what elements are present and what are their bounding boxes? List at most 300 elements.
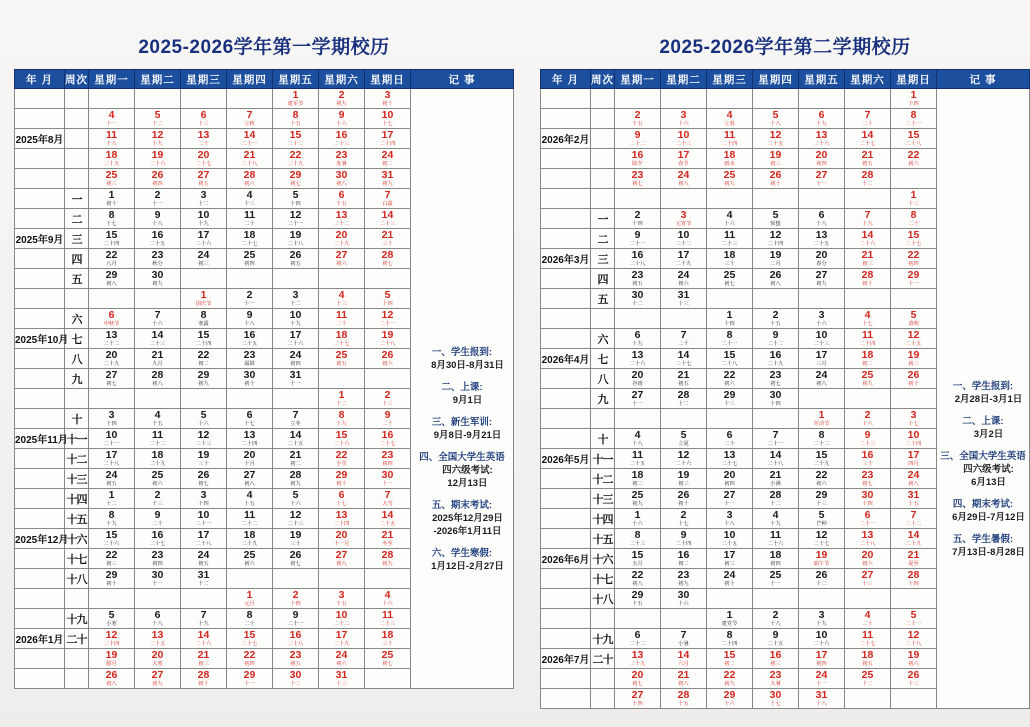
day-cell[interactable] xyxy=(89,149,135,169)
day-cell[interactable] xyxy=(273,329,319,349)
day-cell[interactable] xyxy=(135,549,181,569)
day-cell[interactable] xyxy=(707,629,753,649)
day-cell[interactable] xyxy=(273,489,319,509)
day-cell[interactable] xyxy=(319,389,365,409)
day-cell[interactable] xyxy=(135,329,181,349)
day-cell[interactable] xyxy=(89,649,135,669)
day-cell[interactable] xyxy=(273,469,319,489)
day-cell[interactable] xyxy=(273,289,319,309)
day-cell[interactable] xyxy=(707,329,753,349)
day-cell[interactable] xyxy=(753,569,799,589)
day-cell[interactable] xyxy=(799,529,845,549)
day-cell[interactable] xyxy=(845,369,891,389)
day-cell[interactable] xyxy=(661,469,707,489)
day-cell[interactable] xyxy=(707,209,753,229)
day-cell[interactable] xyxy=(891,249,937,269)
day-cell[interactable] xyxy=(753,129,799,149)
day-cell[interactable] xyxy=(845,669,891,689)
day-cell[interactable] xyxy=(181,649,227,669)
day-cell[interactable] xyxy=(615,429,661,449)
day-cell[interactable] xyxy=(661,649,707,669)
day-cell[interactable] xyxy=(319,329,365,349)
day-cell[interactable] xyxy=(319,129,365,149)
day-cell[interactable] xyxy=(319,549,365,569)
day-cell[interactable] xyxy=(845,269,891,289)
day-cell[interactable] xyxy=(615,589,661,609)
day-cell[interactable] xyxy=(273,669,319,689)
day-cell[interactable] xyxy=(799,209,845,229)
day-cell[interactable] xyxy=(181,669,227,689)
day-cell[interactable] xyxy=(319,149,365,169)
day-cell[interactable] xyxy=(661,509,707,529)
day-cell[interactable] xyxy=(799,269,845,289)
day-cell[interactable] xyxy=(799,329,845,349)
day-cell[interactable] xyxy=(707,129,753,149)
day-cell[interactable] xyxy=(319,649,365,669)
day-cell[interactable] xyxy=(89,409,135,429)
day-cell[interactable] xyxy=(365,189,411,209)
day-cell[interactable] xyxy=(891,229,937,249)
day-cell[interactable] xyxy=(135,149,181,169)
day-cell[interactable] xyxy=(181,369,227,389)
day-cell[interactable] xyxy=(135,129,181,149)
day-cell[interactable] xyxy=(135,249,181,269)
day-cell[interactable] xyxy=(891,649,937,669)
day-cell[interactable] xyxy=(845,229,891,249)
day-cell[interactable] xyxy=(227,309,273,329)
day-cell[interactable] xyxy=(135,449,181,469)
day-cell[interactable] xyxy=(799,229,845,249)
day-cell[interactable] xyxy=(891,349,937,369)
day-cell[interactable] xyxy=(89,129,135,149)
day-cell[interactable] xyxy=(227,329,273,349)
day-cell[interactable] xyxy=(227,129,273,149)
day-cell[interactable] xyxy=(661,689,707,709)
day-cell[interactable] xyxy=(753,549,799,569)
day-cell[interactable] xyxy=(661,269,707,289)
day-cell[interactable] xyxy=(753,529,799,549)
day-cell[interactable] xyxy=(135,169,181,189)
day-cell[interactable] xyxy=(707,229,753,249)
day-cell[interactable] xyxy=(615,109,661,129)
day-cell[interactable] xyxy=(615,669,661,689)
day-cell[interactable] xyxy=(319,509,365,529)
day-cell[interactable] xyxy=(753,689,799,709)
day-cell[interactable] xyxy=(89,489,135,509)
day-cell[interactable] xyxy=(845,149,891,169)
day-cell[interactable] xyxy=(891,609,937,629)
day-cell[interactable] xyxy=(891,529,937,549)
day-cell[interactable] xyxy=(799,169,845,189)
day-cell[interactable] xyxy=(181,429,227,449)
day-cell[interactable] xyxy=(273,229,319,249)
day-cell[interactable] xyxy=(799,489,845,509)
day-cell[interactable] xyxy=(181,309,227,329)
day-cell[interactable] xyxy=(135,429,181,449)
day-cell[interactable] xyxy=(273,109,319,129)
day-cell[interactable] xyxy=(615,229,661,249)
day-cell[interactable] xyxy=(135,509,181,529)
day-cell[interactable] xyxy=(273,509,319,529)
day-cell[interactable] xyxy=(365,329,411,349)
day-cell[interactable] xyxy=(135,649,181,669)
day-cell[interactable] xyxy=(135,369,181,389)
day-cell[interactable] xyxy=(753,329,799,349)
day-cell[interactable] xyxy=(661,289,707,309)
day-cell[interactable] xyxy=(661,129,707,149)
day-cell[interactable] xyxy=(753,649,799,669)
day-cell[interactable] xyxy=(799,569,845,589)
day-cell[interactable] xyxy=(891,489,937,509)
day-cell[interactable] xyxy=(319,449,365,469)
day-cell[interactable] xyxy=(227,429,273,449)
day-cell[interactable] xyxy=(661,329,707,349)
day-cell[interactable] xyxy=(365,489,411,509)
day-cell[interactable] xyxy=(319,489,365,509)
day-cell[interactable] xyxy=(615,389,661,409)
day-cell[interactable] xyxy=(707,429,753,449)
day-cell[interactable] xyxy=(273,449,319,469)
day-cell[interactable] xyxy=(181,449,227,469)
day-cell[interactable] xyxy=(365,169,411,189)
day-cell[interactable] xyxy=(89,669,135,689)
day-cell[interactable] xyxy=(799,689,845,709)
day-cell[interactable] xyxy=(227,649,273,669)
day-cell[interactable] xyxy=(89,169,135,189)
day-cell[interactable] xyxy=(707,149,753,169)
day-cell[interactable] xyxy=(845,129,891,149)
day-cell[interactable] xyxy=(615,129,661,149)
day-cell[interactable] xyxy=(891,549,937,569)
day-cell[interactable] xyxy=(135,109,181,129)
day-cell[interactable] xyxy=(707,569,753,589)
day-cell[interactable] xyxy=(273,149,319,169)
day-cell[interactable] xyxy=(273,89,319,109)
day-cell[interactable] xyxy=(845,169,891,189)
day-cell[interactable] xyxy=(615,289,661,309)
day-cell[interactable] xyxy=(319,229,365,249)
day-cell[interactable] xyxy=(227,469,273,489)
day-cell[interactable] xyxy=(707,469,753,489)
day-cell[interactable] xyxy=(273,549,319,569)
day-cell[interactable] xyxy=(845,109,891,129)
day-cell[interactable] xyxy=(891,429,937,449)
day-cell[interactable] xyxy=(181,489,227,509)
day-cell[interactable] xyxy=(615,169,661,189)
day-cell[interactable] xyxy=(227,609,273,629)
day-cell[interactable] xyxy=(273,189,319,209)
day-cell[interactable] xyxy=(845,609,891,629)
day-cell[interactable] xyxy=(135,529,181,549)
day-cell[interactable] xyxy=(661,569,707,589)
day-cell[interactable] xyxy=(799,129,845,149)
day-cell[interactable] xyxy=(227,169,273,189)
day-cell[interactable] xyxy=(615,529,661,549)
day-cell[interactable] xyxy=(89,209,135,229)
day-cell[interactable] xyxy=(135,609,181,629)
day-cell[interactable] xyxy=(181,209,227,229)
day-cell[interactable] xyxy=(799,469,845,489)
day-cell[interactable] xyxy=(845,209,891,229)
day-cell[interactable] xyxy=(319,429,365,449)
day-cell[interactable] xyxy=(319,669,365,689)
day-cell[interactable] xyxy=(365,249,411,269)
day-cell[interactable] xyxy=(181,289,227,309)
day-cell[interactable] xyxy=(135,309,181,329)
day-cell[interactable] xyxy=(273,589,319,609)
day-cell[interactable] xyxy=(227,149,273,169)
day-cell[interactable] xyxy=(753,669,799,689)
day-cell[interactable] xyxy=(227,289,273,309)
day-cell[interactable] xyxy=(707,449,753,469)
day-cell[interactable] xyxy=(845,449,891,469)
day-cell[interactable] xyxy=(707,309,753,329)
day-cell[interactable] xyxy=(273,649,319,669)
day-cell[interactable] xyxy=(661,109,707,129)
day-cell[interactable] xyxy=(365,649,411,669)
day-cell[interactable] xyxy=(319,409,365,429)
day-cell[interactable] xyxy=(845,349,891,369)
day-cell[interactable] xyxy=(753,449,799,469)
day-cell[interactable] xyxy=(319,249,365,269)
day-cell[interactable] xyxy=(799,509,845,529)
day-cell[interactable] xyxy=(181,229,227,249)
day-cell[interactable] xyxy=(707,549,753,569)
day-cell[interactable] xyxy=(707,529,753,549)
day-cell[interactable] xyxy=(661,209,707,229)
day-cell[interactable] xyxy=(753,609,799,629)
day-cell[interactable] xyxy=(661,149,707,169)
day-cell[interactable] xyxy=(135,489,181,509)
day-cell[interactable] xyxy=(615,269,661,289)
day-cell[interactable] xyxy=(319,469,365,489)
day-cell[interactable] xyxy=(273,309,319,329)
day-cell[interactable] xyxy=(365,389,411,409)
day-cell[interactable] xyxy=(89,629,135,649)
day-cell[interactable] xyxy=(753,429,799,449)
day-cell[interactable] xyxy=(319,189,365,209)
day-cell[interactable] xyxy=(799,149,845,169)
day-cell[interactable] xyxy=(753,309,799,329)
day-cell[interactable] xyxy=(753,169,799,189)
day-cell[interactable] xyxy=(89,249,135,269)
day-cell[interactable] xyxy=(891,129,937,149)
day-cell[interactable] xyxy=(89,269,135,289)
day-cell[interactable] xyxy=(661,169,707,189)
day-cell[interactable] xyxy=(615,549,661,569)
day-cell[interactable] xyxy=(365,529,411,549)
day-cell[interactable] xyxy=(365,469,411,489)
day-cell[interactable] xyxy=(707,389,753,409)
day-cell[interactable] xyxy=(181,109,227,129)
day-cell[interactable] xyxy=(615,369,661,389)
day-cell[interactable] xyxy=(615,569,661,589)
day-cell[interactable] xyxy=(891,369,937,389)
day-cell[interactable] xyxy=(227,409,273,429)
day-cell[interactable] xyxy=(799,549,845,569)
day-cell[interactable] xyxy=(661,449,707,469)
day-cell[interactable] xyxy=(799,309,845,329)
day-cell[interactable] xyxy=(707,369,753,389)
day-cell[interactable] xyxy=(89,309,135,329)
day-cell[interactable] xyxy=(319,589,365,609)
day-cell[interactable] xyxy=(319,109,365,129)
day-cell[interactable] xyxy=(365,589,411,609)
day-cell[interactable] xyxy=(181,169,227,189)
day-cell[interactable] xyxy=(273,429,319,449)
day-cell[interactable] xyxy=(799,669,845,689)
day-cell[interactable] xyxy=(227,509,273,529)
day-cell[interactable] xyxy=(227,109,273,129)
day-cell[interactable] xyxy=(181,609,227,629)
day-cell[interactable] xyxy=(365,509,411,529)
day-cell[interactable] xyxy=(891,669,937,689)
day-cell[interactable] xyxy=(135,349,181,369)
day-cell[interactable] xyxy=(319,169,365,189)
day-cell[interactable] xyxy=(181,409,227,429)
day-cell[interactable] xyxy=(365,349,411,369)
day-cell[interactable] xyxy=(181,149,227,169)
day-cell[interactable] xyxy=(89,429,135,449)
day-cell[interactable] xyxy=(89,329,135,349)
day-cell[interactable] xyxy=(707,169,753,189)
day-cell[interactable] xyxy=(799,349,845,369)
day-cell[interactable] xyxy=(891,629,937,649)
day-cell[interactable] xyxy=(227,369,273,389)
day-cell[interactable] xyxy=(891,569,937,589)
day-cell[interactable] xyxy=(181,509,227,529)
day-cell[interactable] xyxy=(181,349,227,369)
day-cell[interactable] xyxy=(365,449,411,469)
day-cell[interactable] xyxy=(319,529,365,549)
day-cell[interactable] xyxy=(891,509,937,529)
day-cell[interactable] xyxy=(891,209,937,229)
day-cell[interactable] xyxy=(181,249,227,269)
day-cell[interactable] xyxy=(273,209,319,229)
day-cell[interactable] xyxy=(365,549,411,569)
day-cell[interactable] xyxy=(707,669,753,689)
day-cell[interactable] xyxy=(273,129,319,149)
day-cell[interactable] xyxy=(89,569,135,589)
day-cell[interactable] xyxy=(707,509,753,529)
day-cell[interactable] xyxy=(181,529,227,549)
day-cell[interactable] xyxy=(227,229,273,249)
day-cell[interactable] xyxy=(319,309,365,329)
day-cell[interactable] xyxy=(661,349,707,369)
day-cell[interactable] xyxy=(615,469,661,489)
day-cell[interactable] xyxy=(661,489,707,509)
day-cell[interactable] xyxy=(753,389,799,409)
day-cell[interactable] xyxy=(615,209,661,229)
day-cell[interactable] xyxy=(753,509,799,529)
day-cell[interactable] xyxy=(135,469,181,489)
day-cell[interactable] xyxy=(707,649,753,669)
day-cell[interactable] xyxy=(845,409,891,429)
day-cell[interactable] xyxy=(615,149,661,169)
day-cell[interactable] xyxy=(753,369,799,389)
day-cell[interactable] xyxy=(365,229,411,249)
day-cell[interactable] xyxy=(227,489,273,509)
day-cell[interactable] xyxy=(615,649,661,669)
day-cell[interactable] xyxy=(135,409,181,429)
day-cell[interactable] xyxy=(135,269,181,289)
day-cell[interactable] xyxy=(661,549,707,569)
day-cell[interactable] xyxy=(365,409,411,429)
day-cell[interactable] xyxy=(365,309,411,329)
day-cell[interactable] xyxy=(845,649,891,669)
day-cell[interactable] xyxy=(707,109,753,129)
day-cell[interactable] xyxy=(181,629,227,649)
day-cell[interactable] xyxy=(891,309,937,329)
day-cell[interactable] xyxy=(799,109,845,129)
day-cell[interactable] xyxy=(753,629,799,649)
day-cell[interactable] xyxy=(89,349,135,369)
day-cell[interactable] xyxy=(319,289,365,309)
day-cell[interactable] xyxy=(753,269,799,289)
day-cell[interactable] xyxy=(891,449,937,469)
day-cell[interactable] xyxy=(661,249,707,269)
day-cell[interactable] xyxy=(845,529,891,549)
day-cell[interactable] xyxy=(891,409,937,429)
day-cell[interactable] xyxy=(181,189,227,209)
day-cell[interactable] xyxy=(753,349,799,369)
day-cell[interactable] xyxy=(753,489,799,509)
day-cell[interactable] xyxy=(845,469,891,489)
day-cell[interactable] xyxy=(365,89,411,109)
day-cell[interactable] xyxy=(227,669,273,689)
day-cell[interactable] xyxy=(753,109,799,129)
day-cell[interactable] xyxy=(845,429,891,449)
day-cell[interactable] xyxy=(615,689,661,709)
day-cell[interactable] xyxy=(89,549,135,569)
day-cell[interactable] xyxy=(799,629,845,649)
day-cell[interactable] xyxy=(615,489,661,509)
day-cell[interactable] xyxy=(319,209,365,229)
day-cell[interactable] xyxy=(707,489,753,509)
day-cell[interactable] xyxy=(89,189,135,209)
day-cell[interactable] xyxy=(135,629,181,649)
day-cell[interactable] xyxy=(365,429,411,449)
day-cell[interactable] xyxy=(799,249,845,269)
day-cell[interactable] xyxy=(845,249,891,269)
day-cell[interactable] xyxy=(365,129,411,149)
day-cell[interactable] xyxy=(273,169,319,189)
day-cell[interactable] xyxy=(273,349,319,369)
day-cell[interactable] xyxy=(799,409,845,429)
day-cell[interactable] xyxy=(365,609,411,629)
day-cell[interactable] xyxy=(273,409,319,429)
day-cell[interactable] xyxy=(661,629,707,649)
day-cell[interactable] xyxy=(891,269,937,289)
day-cell[interactable] xyxy=(615,629,661,649)
day-cell[interactable] xyxy=(319,89,365,109)
day-cell[interactable] xyxy=(319,609,365,629)
day-cell[interactable] xyxy=(707,349,753,369)
day-cell[interactable] xyxy=(89,229,135,249)
day-cell[interactable] xyxy=(707,609,753,629)
day-cell[interactable] xyxy=(707,689,753,709)
day-cell[interactable] xyxy=(661,389,707,409)
day-cell[interactable] xyxy=(661,229,707,249)
day-cell[interactable] xyxy=(89,529,135,549)
day-cell[interactable] xyxy=(661,429,707,449)
day-cell[interactable] xyxy=(135,189,181,209)
day-cell[interactable] xyxy=(845,509,891,529)
day-cell[interactable] xyxy=(845,629,891,649)
day-cell[interactable] xyxy=(227,529,273,549)
day-cell[interactable] xyxy=(89,609,135,629)
day-cell[interactable] xyxy=(799,609,845,629)
